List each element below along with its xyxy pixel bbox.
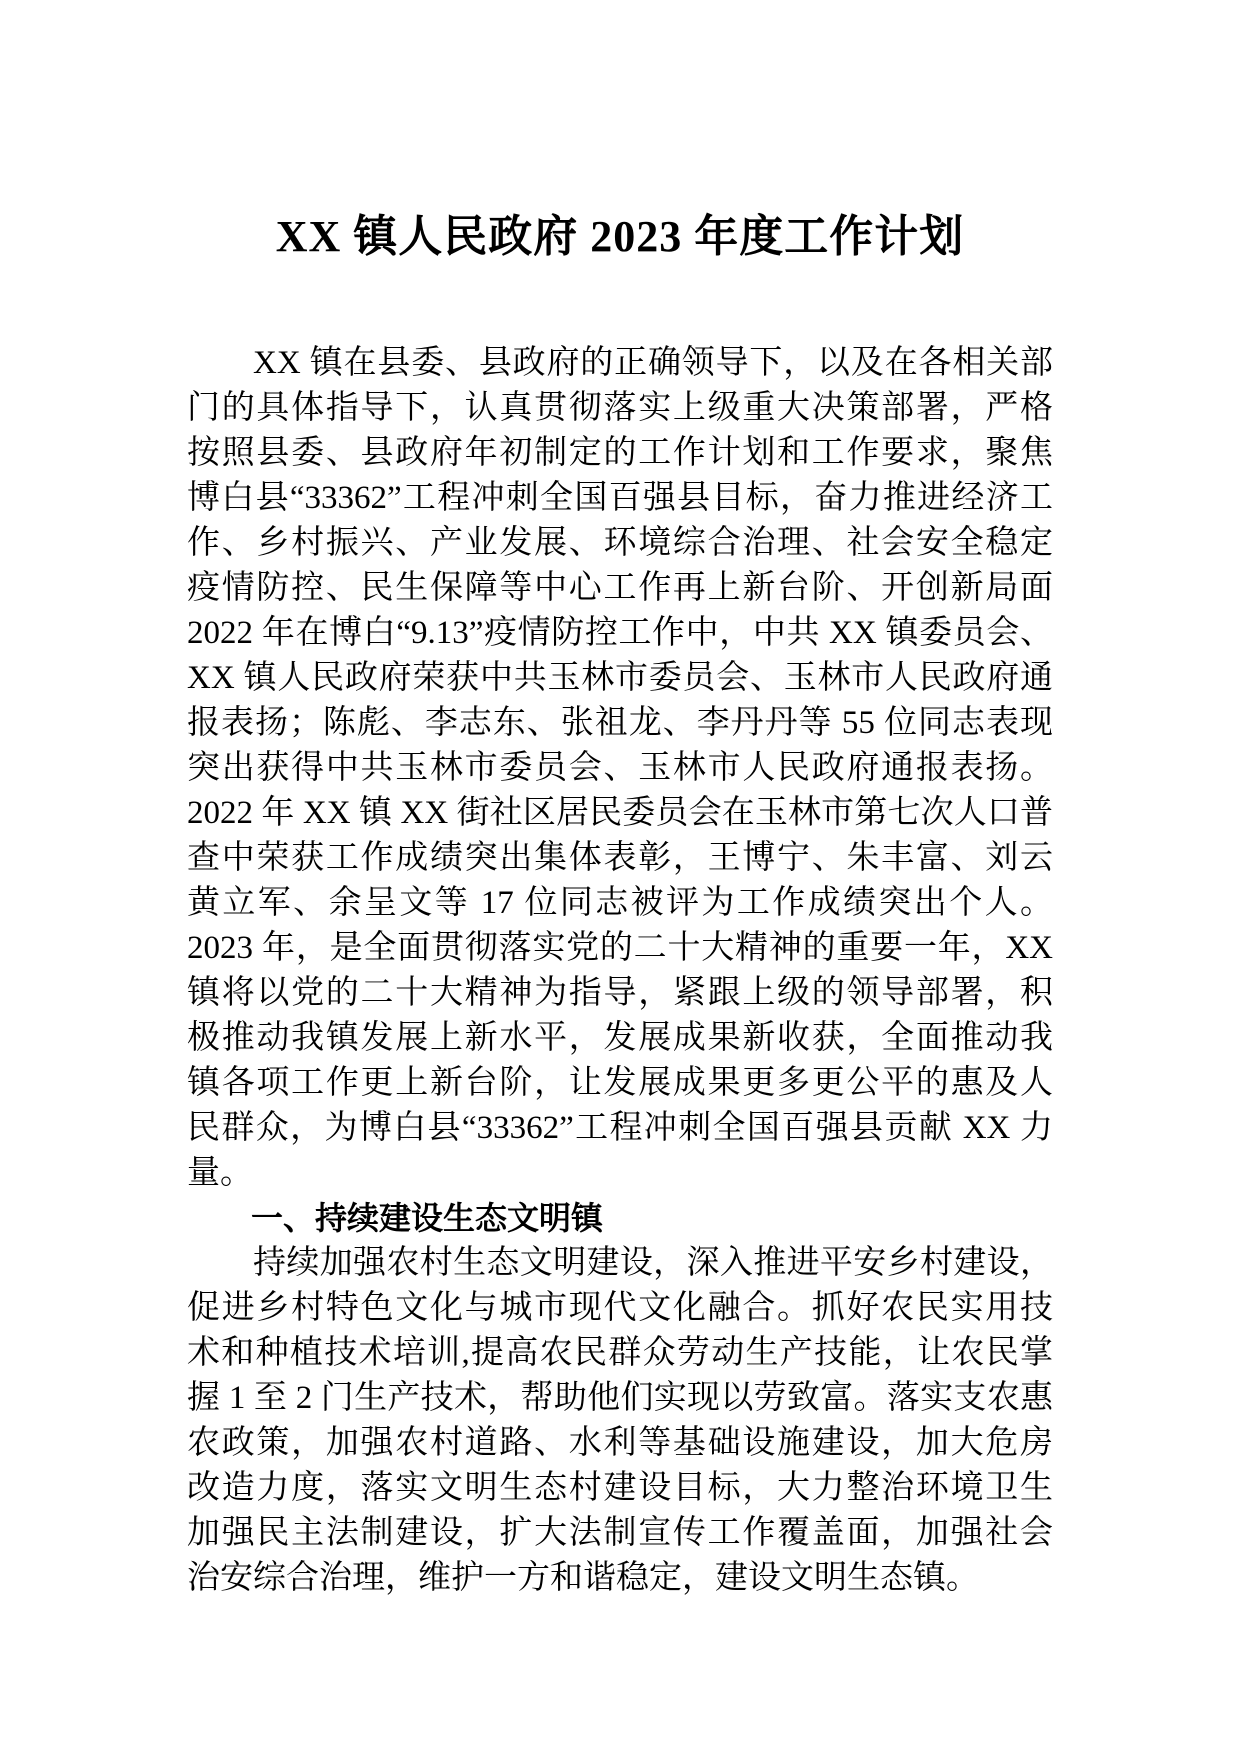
text-line: XX 镇在县委、县政府的正确领导下，以及在各相关部: [253, 345, 1053, 381]
text-line: 加强民主法制建设，扩大法制宣传工作覆盖面，加强社会: [187, 1515, 1053, 1551]
text-line: 术和种植技术培训,提高农民群众劳动生产技能，让农民掌: [187, 1335, 1053, 1371]
text-line: 突出获得中共玉林市委员会、玉林市人民政府通报表扬。: [187, 750, 1053, 786]
text-line: 握 1 至 2 门生产技术，帮助他们实现以劳致富。落实支农惠: [187, 1380, 1053, 1416]
document-body: [187, 341, 1053, 1601]
section-heading: 一、持续建设生态文明镇: [251, 1200, 604, 1236]
text-line: 门的具体指导下，认真贯彻落实上级重大决策部署，严格: [187, 390, 1053, 426]
text-line: XX 镇人民政府荣获中共玉林市委员会、玉林市人民政府通: [187, 660, 1053, 696]
text-line: 改造力度，落实文明生态村建设目标，大力整治环境卫生: [187, 1470, 1053, 1506]
text-line: 量。: [187, 1155, 253, 1191]
text-line: 民群众，为博白县“33362”工程冲刺全国百强县贡献 XX 力: [187, 1110, 1053, 1146]
document-title: XX 镇人民政府 2023 年度工作计划: [275, 212, 965, 261]
text-line: 2022 年在博白“9.13”疫情防控工作中，中共 XX 镇委员会、: [187, 615, 1053, 651]
text-line: 镇将以党的二十大精神为指导，紧跟上级的领导部署，积: [187, 975, 1053, 1011]
text-line: 农政策，加强农村道路、水利等基础设施建设，加大危房: [187, 1425, 1053, 1461]
text-line: 黄立军、余呈文等 17 位同志被评为工作成绩突出个人。: [187, 885, 1053, 921]
text-line: 2022 年 XX 镇 XX 街社区居民委员会在玉林市第七次人口普: [187, 795, 1053, 831]
text-line: 治安综合治理，维护一方和谐稳定，建设文明生态镇。: [187, 1560, 979, 1596]
text-line: 镇各项工作更上新台阶，让发展成果更多更公平的惠及人: [187, 1065, 1053, 1101]
text-line: 促进乡村特色文化与城市现代文化融合。抓好农民实用技: [187, 1290, 1053, 1326]
text-line: 按照县委、县政府年初制定的工作计划和工作要求，聚焦: [187, 435, 1053, 471]
text-line: 2023 年，是全面贯彻落实党的二十大精神的重要一年，XX: [187, 930, 1053, 966]
text-line: 疫情防控、民生保障等中心工作再上新台阶、开创新局面: [187, 570, 1053, 606]
text-line: 报表扬；陈彪、李志东、张祖龙、李丹丹等 55 位同志表现: [187, 705, 1053, 741]
text-line: 持续加强农村生态文明建设，深入推进平安乡村建设，: [253, 1245, 1053, 1281]
text-line: 查中荣获工作成绩突出集体表彰，王博宁、朱丰富、刘云: [187, 840, 1053, 876]
text-line: 作、乡村振兴、产业发展、环境综合治理、社会安全稳定: [187, 525, 1053, 561]
text-line: 极推动我镇发展上新水平，发展成果新收获，全面推动我: [187, 1020, 1053, 1056]
text-line: 博白县“33362”工程冲刺全国百强县目标，奋力推进经济工: [187, 480, 1053, 516]
